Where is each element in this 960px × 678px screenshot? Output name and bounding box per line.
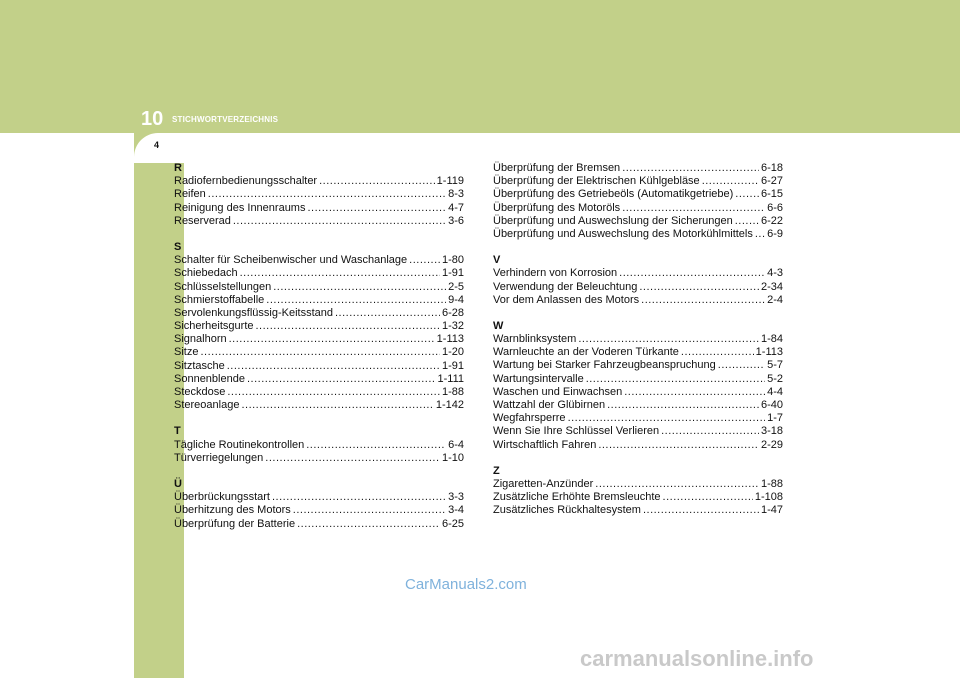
entry-term: Wartung bei Starker Fahrzeugbeanspruchung: [493, 359, 716, 372]
index-entry: [174, 452, 464, 465]
index-column-right: [493, 162, 783, 531]
entry-term: Zusätzliche Erhöhte Bremsleuchte: [493, 491, 661, 504]
entry-term: Wattzahl der Glübirnen: [493, 399, 606, 411]
entry-page: 6-25: [441, 517, 464, 530]
entry-page: 6-28: [441, 306, 464, 319]
index-entry: [174, 202, 464, 215]
entry-page: 6-22: [760, 214, 783, 227]
dot-leader: [718, 359, 765, 372]
entry-page: 6-4: [448, 438, 464, 451]
dot-leader: [265, 452, 440, 465]
index-entry: [493, 386, 783, 399]
entry-page: 9-4: [448, 293, 464, 306]
index-entry: [493, 359, 783, 372]
index-entry: [174, 215, 464, 228]
index-entry: [174, 386, 464, 399]
entry-term: Tägliche Routinekontrollen: [174, 438, 305, 451]
entry-term: Überprüfung der Batterie: [174, 517, 296, 530]
entry-term: Überbrückungsstart: [174, 491, 270, 504]
index-section: [174, 478, 464, 531]
dot-leader: [229, 333, 435, 346]
section-letter: Z: [493, 464, 500, 477]
entry-page: 1-80: [441, 254, 464, 267]
entry-page: 6-9: [767, 227, 783, 240]
dot-leader: [755, 228, 765, 241]
index-entry: [174, 333, 464, 346]
entry-term: Verwendung der Beleuchtung: [493, 280, 638, 293]
dot-leader: [622, 162, 759, 175]
entry-page: 1-32: [441, 320, 464, 333]
page-number: 4: [154, 140, 160, 150]
section-letter: T: [174, 425, 181, 438]
entry-term: Sicherheitsgurte: [174, 320, 254, 333]
entry-term: Wirtschaftlich Fahren: [493, 438, 597, 451]
entry-page: 4-3: [767, 267, 783, 280]
index-entry: [493, 333, 783, 346]
index-entry: [493, 281, 783, 294]
index-entry: [174, 267, 464, 280]
index-entry: [493, 202, 783, 215]
entry-term: Türverriegelungen: [174, 451, 264, 464]
index-entry: [493, 491, 783, 504]
dot-leader: [568, 412, 766, 425]
dot-leader: [598, 439, 759, 452]
dot-leader: [266, 294, 446, 307]
index-entry: [174, 188, 464, 201]
entry-term: Schmierstoffabelle: [174, 293, 265, 306]
entry-term: Sonnenblende: [174, 372, 245, 385]
dot-leader: [641, 294, 765, 307]
index-entry: [493, 399, 783, 412]
entry-page: 1-113: [436, 333, 464, 346]
entry-term: Radiofernbedienungsschalter: [174, 175, 318, 188]
watermark-site: CarManuals2.com: [405, 576, 527, 593]
section-letter: V: [493, 254, 501, 267]
dot-leader: [319, 175, 435, 188]
entry-page: 1-91: [441, 359, 464, 372]
dot-leader: [200, 346, 440, 359]
entry-page: 6-40: [760, 399, 783, 411]
dot-leader: [227, 360, 440, 373]
entry-term: Überprüfung und Auswechslung des Motorkühlmittels: [493, 227, 753, 240]
dot-leader: [595, 478, 759, 491]
dot-leader: [639, 281, 759, 294]
dot-leader: [702, 175, 759, 188]
index-entry: [174, 518, 464, 531]
entry-page: 4-4: [767, 385, 783, 398]
entry-page: 1-113: [755, 346, 783, 359]
index-entry: [493, 425, 783, 438]
dot-leader: [306, 439, 446, 452]
index-entry: [493, 504, 783, 517]
entry-page: 3-6: [448, 214, 464, 227]
entry-term: Schlüsselstellungen: [174, 280, 272, 293]
entry-term: Sitze: [174, 346, 199, 359]
entry-page: 1-142: [435, 399, 464, 412]
index-entry: [174, 504, 464, 517]
index-entry: [493, 228, 783, 241]
watermark-footer: carmanualsonline.info: [580, 646, 814, 671]
index-entry: [493, 478, 783, 491]
dot-leader: [227, 386, 440, 399]
entry-term: Schalter für Scheibenwischer und Waschanlage: [174, 254, 408, 267]
entry-term: Wegfahrsperre: [493, 412, 566, 425]
entry-page: 1-91: [441, 267, 464, 280]
index-section: [174, 162, 464, 228]
dot-leader: [273, 281, 446, 294]
entry-term: Überprüfung der Elektrischen Kühlgebläse: [493, 175, 700, 188]
index-entry: [493, 188, 783, 201]
entry-term: Waschen und Einwachsen: [493, 385, 623, 398]
entry-page: 2-4: [767, 293, 783, 306]
entry-page: 3-18: [760, 425, 783, 438]
index-section: [493, 320, 783, 452]
dot-leader: [607, 399, 759, 412]
entry-term: Überprüfung des Motoröls: [493, 201, 621, 214]
dot-leader: [663, 491, 753, 504]
index-entry: [174, 439, 464, 452]
index-entry: [174, 254, 464, 267]
index-entry: [174, 294, 464, 307]
entry-term: Servolenkungsflüssig-Keitsstand: [174, 306, 333, 319]
entry-page: 1-119: [436, 175, 464, 188]
index-entry: [493, 346, 783, 359]
entry-page: 1-108: [754, 491, 783, 504]
entry-term: Zusätzliches Rückhaltesystem: [493, 504, 641, 517]
dot-leader: [661, 425, 759, 438]
dot-leader: [256, 320, 440, 333]
entry-term: Überprüfung des Getriebeöls (Automatikgetriebe): [493, 188, 734, 201]
index-section: [493, 162, 783, 241]
entry-term: Schiebedach: [174, 267, 238, 280]
dot-leader: [578, 333, 759, 346]
index-entry: [493, 373, 783, 386]
entry-page: 5-2: [767, 372, 783, 385]
index-entry: [174, 360, 464, 373]
index-entry: [493, 162, 783, 175]
entry-page: 8-3: [448, 188, 464, 201]
index-entry: [174, 373, 464, 386]
entry-page: 1-47: [760, 504, 783, 517]
dot-leader: [241, 399, 433, 412]
section-letter: W: [493, 319, 504, 332]
entry-page: 2-29: [760, 438, 783, 451]
dot-leader: [735, 215, 759, 228]
entry-term: Wartungsintervalle: [493, 372, 584, 385]
dot-leader: [335, 307, 440, 320]
dot-leader: [293, 504, 446, 517]
entry-page: 4-7: [448, 201, 464, 214]
entry-page: 1-10: [441, 451, 464, 464]
index-entry: [493, 412, 783, 425]
index-entry: [493, 294, 783, 307]
dot-leader: [586, 373, 765, 386]
entry-term: Reifen: [174, 188, 206, 201]
entry-term: Steckdose: [174, 386, 226, 398]
dot-leader: [409, 254, 440, 267]
dot-leader: [619, 267, 765, 280]
dot-leader: [240, 267, 440, 280]
dot-leader: [233, 215, 446, 228]
chapter-title: STICHWORTVERZEICHNIS: [172, 115, 279, 124]
chapter-number: 10: [141, 108, 164, 130]
entry-term: Überhitzung des Motors: [174, 504, 291, 517]
entry-term: Verhindern von Korrosion: [493, 267, 618, 280]
entry-term: Vor dem Anlassen des Motors: [493, 293, 640, 306]
entry-page: 1-7: [767, 412, 783, 425]
entry-term: Überprüfung der Bremsen: [493, 162, 621, 174]
entry-page: 3-4: [448, 504, 464, 517]
entry-page: 6-18: [760, 162, 783, 174]
entry-page: 3-3: [448, 491, 464, 504]
entry-term: Reserverad: [174, 214, 231, 227]
section-letter: S: [174, 240, 182, 253]
entry-page: 5-7: [767, 359, 783, 372]
index-column-left: [174, 162, 464, 544]
index-section: [493, 254, 783, 307]
section-letter: R: [174, 162, 182, 174]
index-entry: [174, 281, 464, 294]
entry-page: 1-84: [760, 333, 783, 346]
entry-term: Zigaretten-Anzünder: [493, 477, 594, 490]
dot-leader: [735, 188, 759, 201]
dot-leader: [643, 504, 759, 517]
entry-term: Stereoanlage: [174, 399, 240, 412]
dot-leader: [272, 491, 446, 504]
entry-page: 6-27: [760, 175, 783, 188]
dot-leader: [208, 188, 446, 201]
entry-page: 2-5: [448, 280, 464, 293]
index-entry: [493, 267, 783, 280]
dot-leader: [681, 346, 754, 359]
entry-page: 1-111: [437, 372, 464, 385]
index-entry: [174, 346, 464, 359]
index-section: [493, 465, 783, 518]
index-entry: [174, 399, 464, 412]
index-entry: [174, 175, 464, 188]
section-letter: Ü: [174, 477, 182, 490]
entry-term: Warnleuchte an der Voderen Türkante: [493, 346, 679, 359]
entry-page: 1-20: [441, 346, 464, 359]
index-section: [174, 241, 464, 412]
dot-leader: [297, 518, 440, 531]
index-section: [174, 425, 464, 465]
dot-leader: [624, 386, 765, 399]
index-entry: [493, 175, 783, 188]
entry-page: 6-6: [767, 201, 783, 214]
entry-term: Überprüfung und Auswechslung der Sicherungen: [493, 214, 733, 227]
entry-term: Signalhorn: [174, 333, 227, 346]
index-entry: [174, 491, 464, 504]
index-entry: [174, 320, 464, 333]
dot-leader: [307, 202, 446, 215]
entry-term: Wenn Sie Ihre Schlüssel Verlieren: [493, 425, 660, 438]
index-entry: [493, 439, 783, 452]
dot-leader: [247, 373, 436, 386]
entry-term: Warnblinksystem: [493, 333, 577, 346]
entry-page: 2-34: [760, 280, 783, 293]
entry-page: 6-15: [760, 188, 783, 201]
dot-leader: [622, 202, 765, 215]
entry-page: 1-88: [760, 477, 783, 490]
index-entry: [493, 215, 783, 228]
entry-term: Sitztasche: [174, 359, 225, 372]
entry-term: Reinigung des Innenraums: [174, 201, 306, 214]
index-entry: [174, 307, 464, 320]
entry-page: 1-88: [441, 386, 464, 398]
